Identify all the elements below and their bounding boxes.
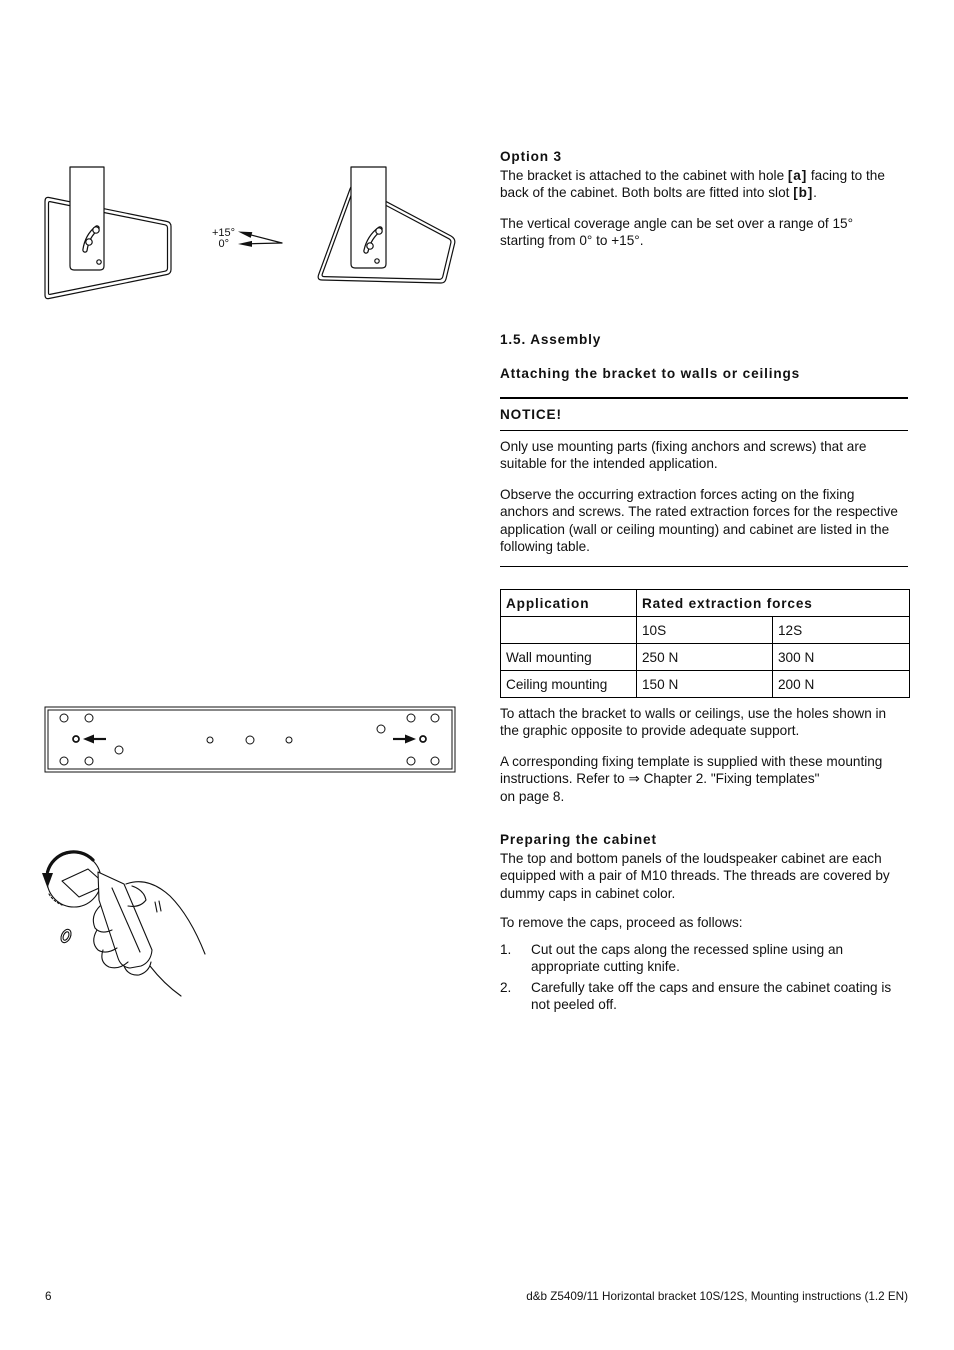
cap-removal-figure bbox=[40, 846, 210, 1000]
list-number: 2. bbox=[500, 980, 512, 995]
text-line: A corresponding fixing template is supplied with these mounting bbox=[500, 754, 883, 769]
arrowhead bbox=[405, 735, 416, 744]
cabinet-outline-inner bbox=[49, 202, 168, 295]
table-row bbox=[501, 671, 910, 698]
cap-ring bbox=[59, 928, 73, 944]
bolt bbox=[367, 243, 373, 249]
text-fragment: Carefully take off the caps and ensure the cabinet coating is bbox=[531, 980, 892, 995]
notice-paragraph-1 bbox=[500, 438, 866, 473]
document-title: d&b Z5409/11 Horizontal bracket 10S/12S, Mounting instructions (1.2 EN) bbox=[526, 1290, 908, 1303]
text-line bbox=[500, 770, 882, 787]
template-paragraph bbox=[500, 753, 882, 805]
text-line: The vertical coverage angle can be set over a range of 15° bbox=[500, 216, 854, 231]
option3-heading: Option 3 bbox=[500, 149, 562, 164]
text-line: Observe the occurring extraction forces acting on the fixing bbox=[500, 487, 855, 502]
text-line bbox=[500, 979, 891, 996]
text-fragment: instructions. Refer to bbox=[500, 771, 629, 787]
page-number: 6 bbox=[45, 1290, 52, 1303]
knife-handle bbox=[98, 872, 152, 968]
text-line bbox=[500, 184, 885, 201]
angle-arrows bbox=[238, 232, 282, 247]
preparing-heading: Preparing the cabinet bbox=[500, 832, 657, 847]
table-cell: Ceiling mounting bbox=[501, 671, 637, 698]
mounting-hole bbox=[377, 725, 385, 733]
mounting-hole bbox=[115, 746, 123, 754]
text-line bbox=[500, 167, 885, 184]
table-cell: 12S bbox=[773, 617, 910, 644]
bracket-hole bbox=[375, 259, 379, 263]
page-8-link[interactable]: on page 8. bbox=[500, 788, 565, 804]
arrowhead bbox=[238, 241, 252, 247]
text-line: starting from 0° to +15°. bbox=[500, 233, 644, 249]
text-fragment: Cut out the caps along the recessed spline using an bbox=[531, 942, 844, 957]
text-line: application (wall or ceiling mounting) and cabinet are listed in the bbox=[500, 521, 890, 537]
text-line bbox=[500, 958, 843, 975]
angle-label-15: +15° bbox=[211, 227, 235, 239]
mounting-hole bbox=[431, 757, 439, 765]
arrowhead bbox=[238, 232, 252, 238]
marked-hole-right bbox=[420, 736, 426, 742]
table-cell: Wall mounting bbox=[501, 644, 637, 671]
section-title: 1.5. Assembly bbox=[500, 332, 602, 347]
table-cell: 250 N bbox=[637, 644, 773, 671]
notice-top-rule bbox=[500, 397, 908, 399]
angle-label-0: 0° bbox=[218, 238, 229, 250]
subsection-heading: Attaching the bracket to walls or ceilings bbox=[500, 366, 801, 381]
hole-a-label: [a] bbox=[787, 168, 808, 183]
table-cell: 150 N bbox=[637, 671, 773, 698]
notice-bottom-rule bbox=[500, 566, 908, 568]
marked-hole-left bbox=[73, 736, 79, 742]
steps-intro: To remove the caps, proceed as follows: bbox=[500, 915, 743, 930]
list-item bbox=[500, 941, 843, 976]
center-hole bbox=[286, 737, 292, 743]
cabinet-outline bbox=[45, 197, 171, 298]
text-line: dummy caps in cabinet color. bbox=[500, 885, 676, 901]
text-fragment: . bbox=[813, 185, 817, 201]
text-line bbox=[500, 996, 891, 1013]
angle-arrow-15 bbox=[248, 234, 282, 243]
table-cell: 200 N bbox=[773, 671, 910, 698]
mounting-hole bbox=[85, 757, 93, 765]
table-header-row bbox=[501, 590, 910, 617]
table-cell: 10S bbox=[637, 617, 773, 644]
arrowhead bbox=[83, 735, 94, 744]
notice-divider bbox=[500, 430, 908, 431]
preparing-intro bbox=[500, 850, 890, 902]
mounting-hole bbox=[431, 714, 439, 722]
mounting-hole bbox=[60, 714, 68, 722]
center-hole bbox=[246, 736, 254, 744]
text-line: suitable for the intended application. bbox=[500, 456, 718, 472]
mounting-hole bbox=[60, 757, 68, 765]
header-application: Application bbox=[501, 590, 637, 617]
text-fragment: appropriate cutting knife. bbox=[531, 959, 680, 975]
cabinet-side-view-15deg bbox=[318, 167, 455, 283]
text-line: equipped with a pair of M10 threads. The threads are covered by bbox=[500, 868, 890, 884]
center-hole bbox=[207, 737, 213, 743]
list-number: 1. bbox=[500, 942, 512, 957]
text-line: following table. bbox=[500, 539, 590, 555]
text-fragment: facing to the bbox=[807, 168, 885, 183]
table-cell: 300 N bbox=[773, 644, 910, 671]
notice-label: NOTICE! bbox=[500, 407, 562, 422]
bolt bbox=[93, 227, 99, 233]
option3-coverage-text bbox=[500, 215, 853, 250]
knuckle-marks bbox=[155, 901, 161, 912]
text-line: To attach the bracket to walls or ceilings, use the holes shown in bbox=[500, 706, 887, 721]
bolt bbox=[376, 228, 382, 234]
text-fragment: back of the cabinet. Both bolts are fitted into slot bbox=[500, 185, 794, 201]
bracket bbox=[70, 167, 104, 270]
chapter-2-link[interactable]: ⇒ Chapter 2. "Fixing templates" bbox=[628, 771, 820, 787]
text-fragment: not peeled off. bbox=[531, 997, 617, 1013]
bracket-plate-figure bbox=[40, 702, 460, 777]
holes-paragraph bbox=[500, 705, 886, 740]
table-row bbox=[501, 644, 910, 671]
notice-paragraph-2 bbox=[500, 486, 898, 556]
text-line: anchors and screws. The rated extraction forces for the respective bbox=[500, 504, 898, 520]
coverage-angle-figure bbox=[40, 160, 465, 305]
bracket bbox=[351, 167, 386, 268]
text-line: the graphic opposite to provide adequate support. bbox=[500, 723, 800, 739]
slot-b-label: [b] bbox=[793, 185, 814, 201]
bracket-plate-inner bbox=[48, 710, 452, 769]
wrist bbox=[150, 966, 181, 996]
text-line bbox=[500, 941, 843, 958]
extraction-forces-table bbox=[500, 589, 910, 698]
mounting-hole bbox=[407, 757, 415, 765]
bracket-hole bbox=[97, 260, 101, 264]
cabinet-side-view-0deg bbox=[45, 167, 171, 299]
option3-bracket-text bbox=[500, 167, 885, 202]
angle-arrow-0 bbox=[248, 243, 282, 244]
table-subheader-row bbox=[501, 617, 910, 644]
table-cell bbox=[501, 617, 637, 644]
header-rated-extraction-forces: Rated extraction forces bbox=[637, 590, 910, 617]
list-item bbox=[500, 979, 891, 1014]
mounting-hole bbox=[407, 714, 415, 722]
text-fragment: The bracket is attached to the cabinet with hole bbox=[500, 168, 788, 183]
bolt bbox=[86, 239, 92, 245]
text-line: The top and bottom panels of the loudspeaker cabinet are each bbox=[500, 851, 882, 866]
text-line: Only use mounting parts (fixing anchors and screws) that are bbox=[500, 439, 867, 454]
mounting-hole bbox=[85, 714, 93, 722]
text-line bbox=[500, 788, 882, 805]
